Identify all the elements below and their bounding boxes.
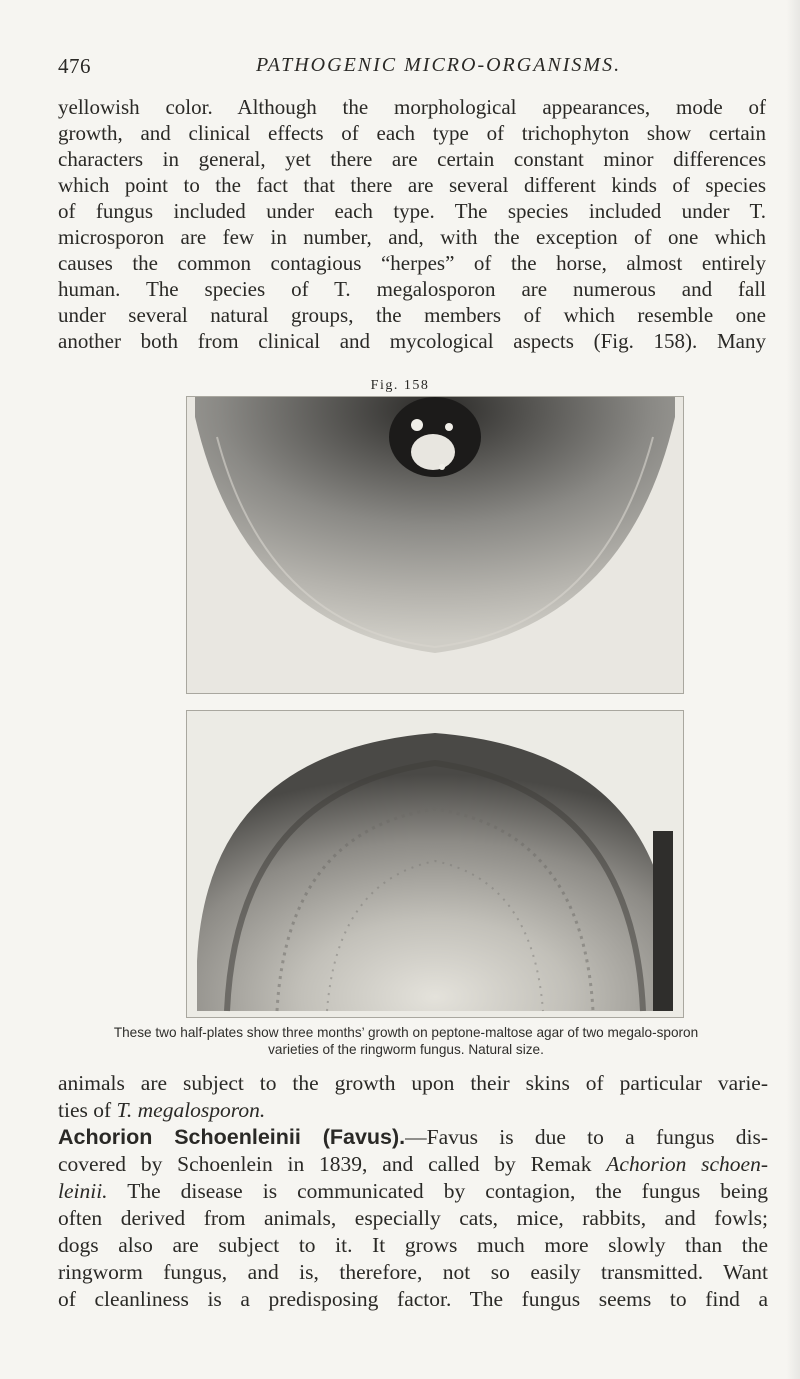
- text-line: yellowish color. Although the morphological appearances, mode of: [58, 95, 766, 119]
- text-run: The disease is communicated by contagion, the fungus being: [107, 1179, 768, 1203]
- text-line: human. The species of T. megalosporon are numerous and fall: [58, 277, 766, 301]
- culture-plate-top-illustration: [187, 397, 683, 693]
- running-head: PATHOGENIC MICRO-ORGANISMS.: [256, 54, 622, 76]
- species-name: leinii.: [58, 1179, 108, 1203]
- text-line: dogs also are subject to it. It grows much more slowly than the: [58, 1233, 768, 1257]
- page-header: [58, 54, 758, 82]
- text-line: [58, 1097, 768, 1124]
- page-edge-shadow: [786, 0, 800, 1379]
- text-line: of fungus included under each type. The species included under T.: [58, 199, 766, 223]
- culture-plate-photo-top: [186, 396, 684, 694]
- text-line: which point to the fact that there are several different kinds of species: [58, 173, 766, 197]
- text-line: [58, 1178, 768, 1205]
- text-line: ringworm fungus, and is, therefore, not so easily transmitted. Want: [58, 1260, 768, 1284]
- text-line: causes the common contagious “herpes” of the horse, almost entirely: [58, 251, 766, 275]
- text-line: [58, 1124, 768, 1151]
- species-name: Achorion schoen-: [606, 1152, 768, 1176]
- species-name: T. megalosporon.: [116, 1098, 266, 1122]
- text-run: covered by Schoenlein in 1839, and called by Remak: [58, 1152, 607, 1176]
- text-line: another both from clinical and mycological aspects (Fig. 158). Many: [58, 329, 766, 353]
- text-line: often derived from animals, especially cats, mice, rabbits, and fowls;: [58, 1206, 768, 1230]
- section-heading: Achorion Schoenleinii (Favus).: [58, 1125, 406, 1149]
- text-line: characters in general, yet there are certain constant minor differences: [58, 147, 766, 171]
- text-line: [58, 1151, 768, 1178]
- text-line: animals are subject to the growth upon their skins of particular varie-: [58, 1071, 768, 1095]
- text-run: —Favus is due to a fungus dis-: [405, 1125, 769, 1149]
- culture-plate-bottom-illustration: [187, 711, 683, 1017]
- text-run: ties of: [58, 1098, 117, 1122]
- text-line: microsporon are few in number, and, with the exception of one which: [58, 225, 766, 249]
- page-number: 476: [58, 54, 91, 78]
- text-line: of cleanliness is a predisposing factor. The fungus seems to find a: [58, 1287, 768, 1311]
- text-line: under several natural groups, the members of which resemble one: [58, 303, 766, 327]
- figure-label: Fig. 158: [370, 378, 430, 393]
- text-line: growth, and clinical effects of each type of trichophyton show certain: [58, 121, 766, 145]
- culture-plate-photo-bottom: [186, 710, 684, 1018]
- figure-caption: These two half-plates show three months’ growth on peptone-maltose agar of two megalo-sporon varieties of the ringworm fungus. Natural size.: [113, 1025, 699, 1057]
